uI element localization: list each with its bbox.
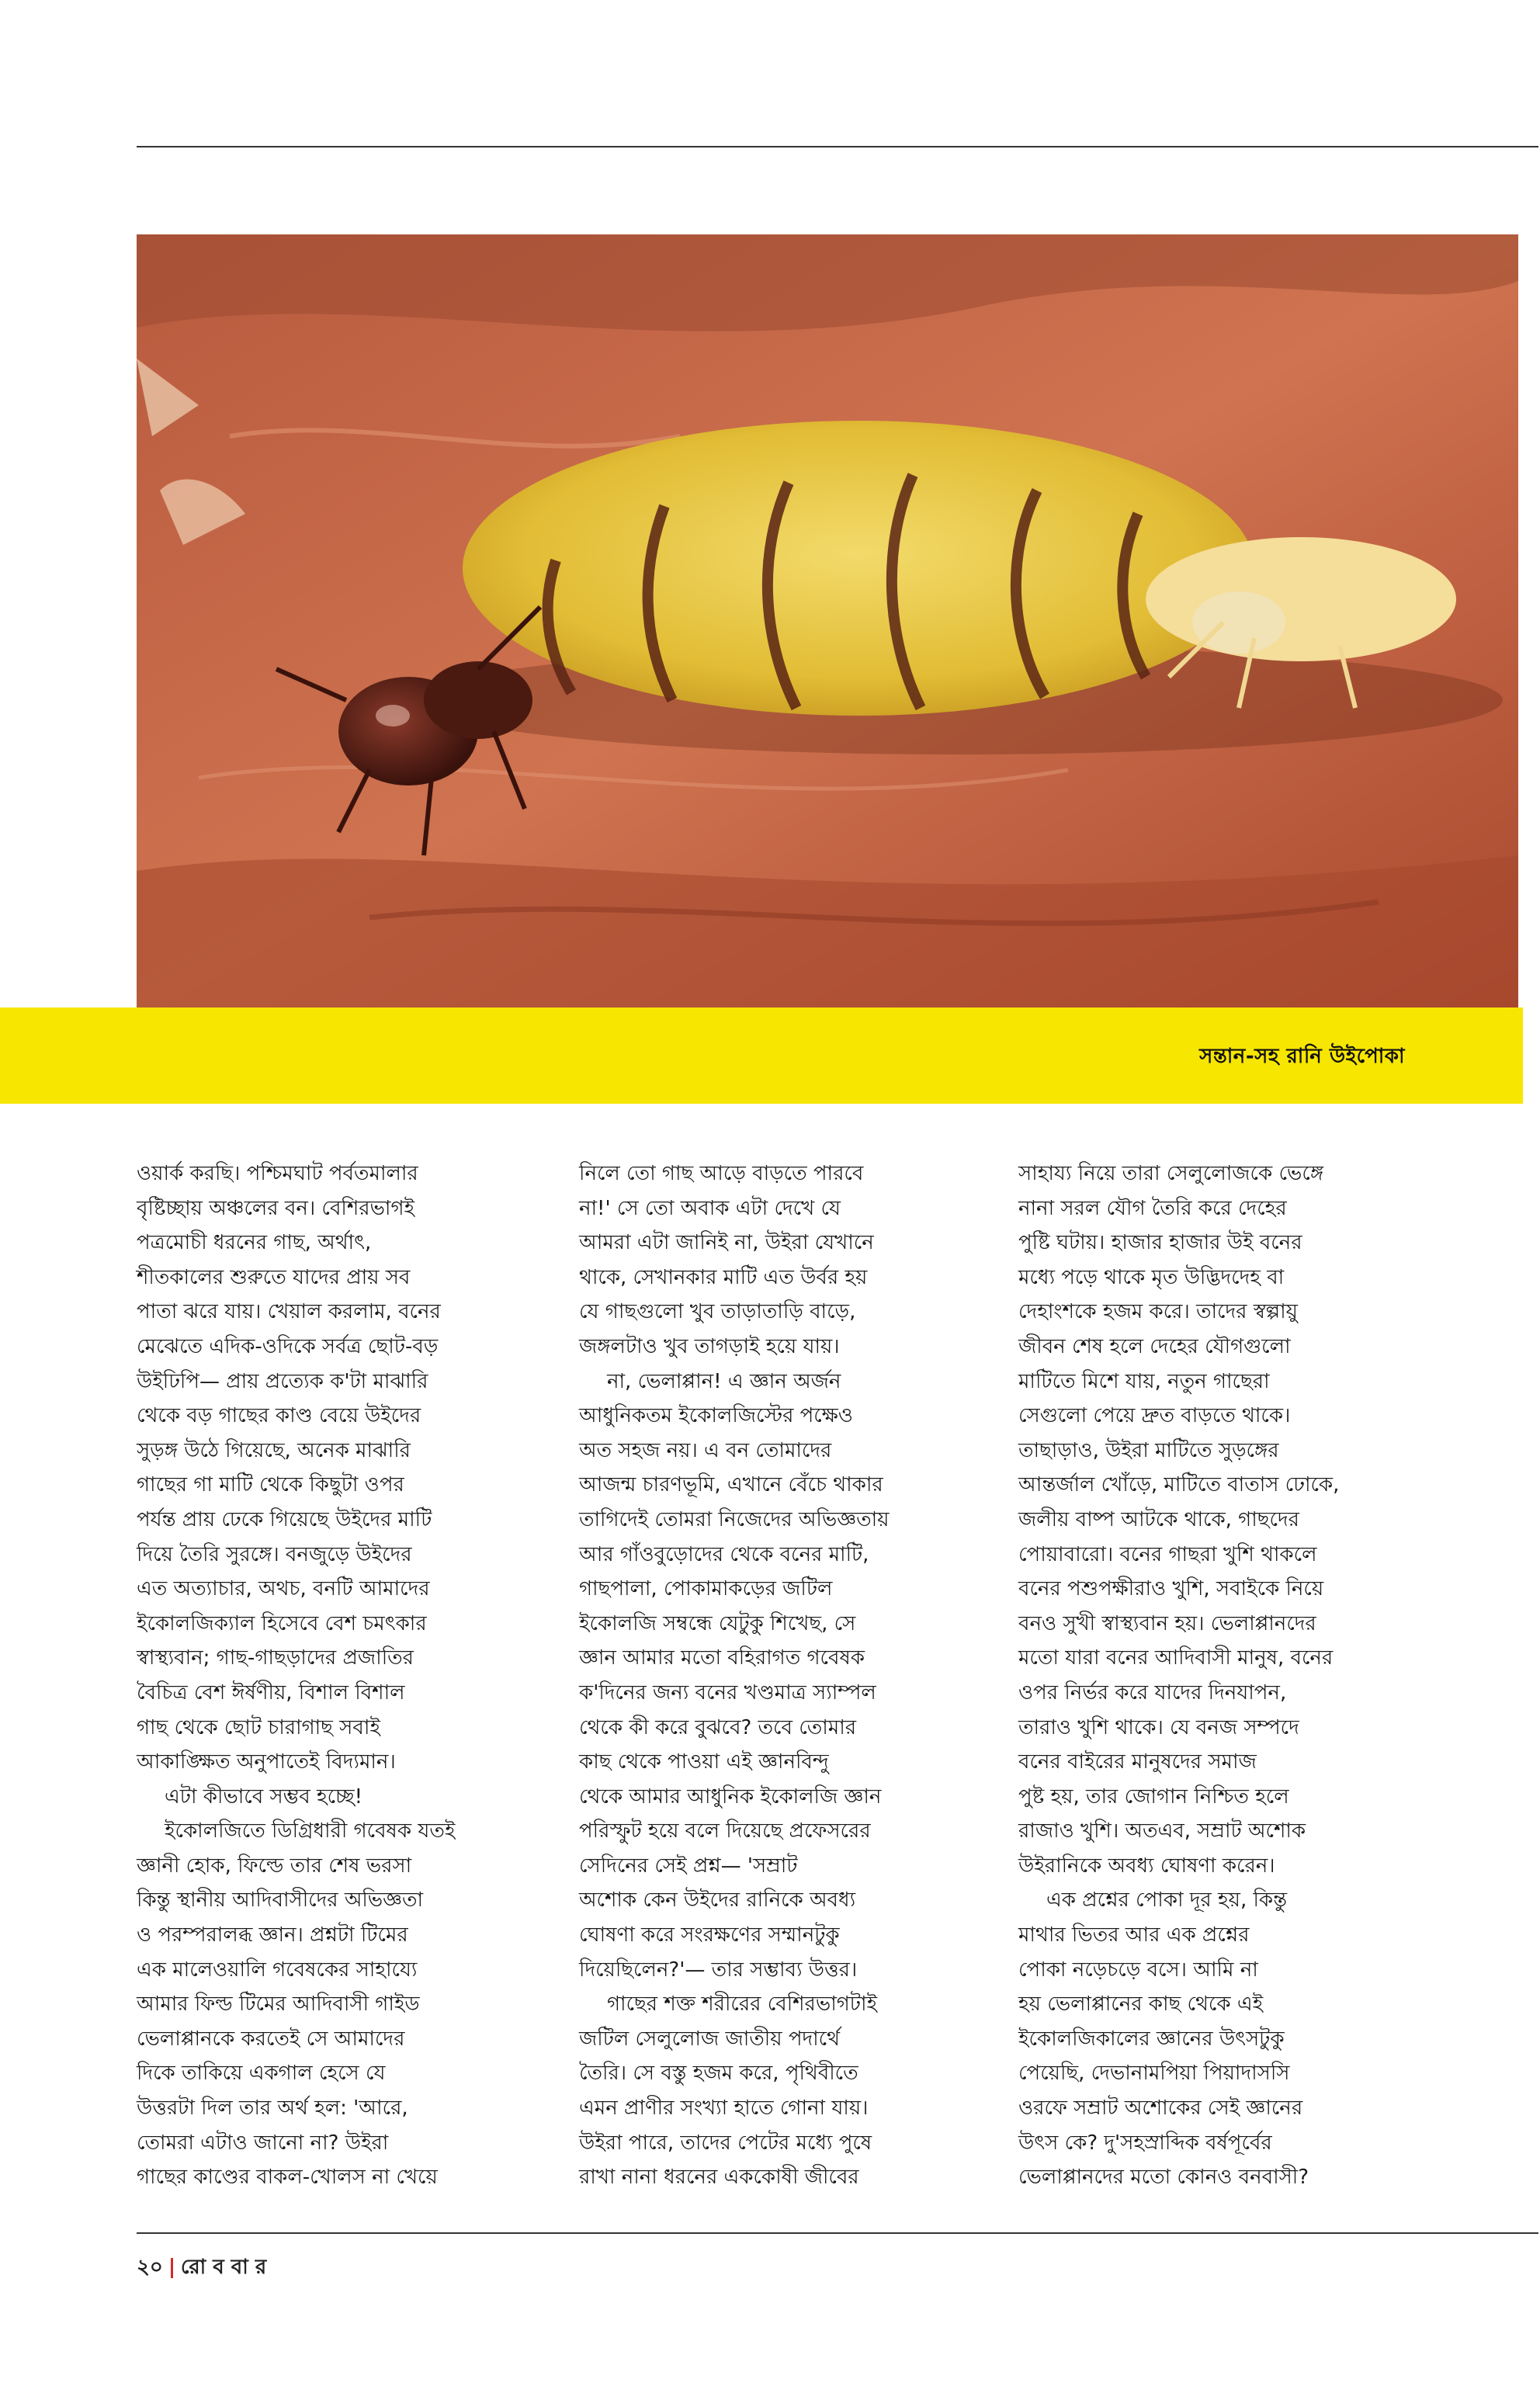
text-column-3: [1018, 1157, 1406, 2195]
text-line: এক মালেওয়ালি গবেষকের সাহায্যে: [137, 1958, 418, 1982]
text-line: পরিস্ফুট হয়ে বলে দিয়েছে প্রফেসরের: [579, 1819, 871, 1843]
text-line: তাছাড়াও, উইরা মাটিতে সুড়ঙ্গের: [1018, 1438, 1279, 1462]
termite-queen-photo: [137, 234, 1518, 1007]
text-line: কাছ থেকে পাওয়া এই জ্ঞানবিন্দু: [579, 1750, 829, 1774]
text-line: আমরা এটা জানিই না, উইরা যেখানে: [579, 1231, 874, 1255]
text-line: উইঢিপি— প্রায় প্রত্যেক ক'টা মাঝারি: [137, 1369, 428, 1393]
text-line: ও পরম্পরালব্ধ জ্ঞান। প্রশ্নটা টিমের: [137, 1923, 408, 1947]
text-line: ওপর নির্ভর করে যাদের দিনযাপন,: [1018, 1680, 1287, 1705]
text-line: জঙ্গলটাও খুব তাগড়াই হয়ে যায়।: [579, 1334, 840, 1358]
text-line: এটা কীভাবে সম্ভব হচ্ছে!: [165, 1784, 363, 1809]
text-line: বৃষ্টিচ্ছায় অঞ্চলের বন। বেশিরভাগই: [137, 1196, 415, 1220]
text-line: দেহাংশকে হজম করে। তাদের স্বল্পায়ু: [1018, 1300, 1298, 1324]
text-line: গাছপালা, পোকামাকড়ের জটিল: [579, 1577, 833, 1601]
text-line: আন্তর্জাল খোঁড়ে, মাটিতে বাতাস ঢোকে,: [1018, 1473, 1340, 1497]
text-line: বনের বাইরের মানুষদের সমাজ: [1018, 1750, 1257, 1774]
text-line: অশোক কেন উইদের রানিকে অবধ্য: [579, 1888, 856, 1913]
text-line: তাগিদেই তোমরা নিজেদের অভিজ্ঞতায়: [579, 1507, 890, 1531]
top-rule: [137, 146, 1538, 147]
text-line: পাতা ঝরে যায়। খেয়াল করলাম, বনের: [137, 1300, 441, 1324]
text-line: ভেলাপ্পানকে করতেই সে আমাদের: [137, 2027, 405, 2051]
text-line: ইকোলজি সম্বন্ধে যেটুকু শিখেছ, সে: [579, 1611, 856, 1635]
text-line: পোয়াবারো। বনের গাছরা খুশি থাকলে: [1018, 1542, 1317, 1566]
text-line: শীতকালের শুরুতে যাদের প্রায় সব: [137, 1265, 411, 1289]
text-line: না!' সে তো অবাক এটা দেখে যে: [579, 1196, 841, 1220]
text-line: নানা সরল যৌগ তৈরি করে দেহের: [1018, 1196, 1287, 1220]
text-line: থেকে বড় গাছের কাণ্ড বেয়ে উইদের: [137, 1404, 421, 1428]
text-line: জ্ঞান আমার মতো বহিরাগত গবেষক: [579, 1646, 865, 1670]
text-line: স্বাস্থ্যবান; গাছ-গাছড়াদের প্রজাতির: [137, 1646, 414, 1670]
text-line: ওরফে সম্রাট অশোকের সেই জ্ঞানের: [1018, 2096, 1303, 2121]
text-line: জলীয় বাষ্প আটকে থাকে, গাছদের: [1018, 1507, 1299, 1531]
text-line: জীবন শেষ হলে দেহের যৌগগুলো: [1018, 1334, 1291, 1358]
text-line: ঘোষণা করে সংরক্ষণের সম্মানটুকু: [579, 1923, 840, 1947]
termite-queen-illustration: [137, 234, 1518, 1007]
text-line: মতো যারা বনের আদিবাসী মানুষ, বনের: [1018, 1646, 1334, 1670]
text-line: দিয়ে তৈরি সুরঙ্গে। বনজুড়ে উইদের: [137, 1542, 412, 1566]
text-line: উইরানিকে অবধ্য ঘোষণা করেন।: [1018, 1854, 1275, 1878]
text-line: ইকোলজিকালের জ্ঞানের উৎসটুকু: [1018, 2027, 1285, 2051]
text-line: আমার ফিল্ড টিমের আদিবাসী গাইড: [137, 1992, 420, 2017]
text-line: তৈরি। সে বস্তু হজম করে, পৃথিবীতে: [579, 2062, 858, 2086]
text-line: পত্রমোচী ধরনের গাছ, অর্থাৎ,: [137, 1231, 372, 1255]
text-line: সুড়ঙ্গ উঠে গিয়েছে, অনেক মাঝারি: [137, 1438, 411, 1462]
text-line: তোমরা এটাও জানো না? উইরা: [137, 2131, 389, 2155]
text-line: বৈচিত্র বেশ ঈর্ষণীয়, বিশাল বিশাল: [137, 1680, 405, 1705]
text-line: ক'দিনের জন্য বনের খণ্ডমাত্র স্যাম্পল: [579, 1680, 876, 1705]
text-line: রাজাও খুশি। অতএব, সম্রাট অশোক: [1018, 1819, 1306, 1843]
text-line: এক প্রশ্নের পোকা দূর হয়, কিন্তু: [1046, 1888, 1288, 1913]
text-line: সেদিনের সেই প্রশ্ন— 'সম্রাট: [579, 1854, 798, 1878]
text-line: গাছ থেকে ছোট চারাগাছ সবাই: [137, 1715, 380, 1739]
text-column-1: [137, 1157, 525, 2195]
text-line: থেকে আমার আধুনিক ইকোলজি জ্ঞান: [579, 1784, 882, 1809]
text-line: মাটিতে মিশে যায়, নতুন গাছেরা: [1018, 1369, 1270, 1393]
caption-bar: [0, 1007, 1523, 1104]
text-line: পেয়েছি, দেভানামপিয়া পিয়াদাসসি: [1018, 2062, 1290, 2086]
text-line: পোকা নড়েচড়ে বসে। আমি না: [1018, 1958, 1258, 1982]
text-line: ইকোলজিতে ডিগ্রিধারী গবেষক যতই: [165, 1819, 456, 1843]
text-line: গাছের গা মাটি থেকে কিছুটা ওপর: [137, 1473, 404, 1497]
text-line: বনের পশুপক্ষীরাও খুশি, সবাইকে নিয়ে: [1018, 1577, 1324, 1601]
text-line: গাছের শক্ত শরীরের বেশিরভাগটাই: [607, 1992, 878, 2017]
page-footer: [137, 2251, 266, 2285]
text-line: পুষ্ট হয়, তার জোগান নিশ্চিত হলে: [1018, 1784, 1289, 1809]
text-line: ইকোলজিক্যাল হিসেবে বেশ চমৎকার: [137, 1611, 427, 1635]
text-line: দিকে তাকিয়ে একগাল হেসে যে: [137, 2062, 386, 2086]
text-line: এত অত্যাচার, অথচ, বনটি আমাদের: [137, 1577, 430, 1601]
text-line: দিয়েছিলেন?'— তার সম্ভাব্য উত্তর।: [579, 1958, 858, 1982]
text-line: যে গাছগুলো খুব তাড়াতাড়ি বাড়ে,: [579, 1300, 856, 1324]
text-line: মাথার ভিতর আর এক প্রশ্নের: [1018, 1923, 1250, 1947]
text-line: মেঝেতে এদিক-ওদিকে সর্বত্র ছোট-বড়: [137, 1334, 439, 1358]
text-line: থাকে, সেখানকার মাটি এত উর্বর হয়: [579, 1265, 868, 1289]
text-line: পুষ্টি ঘটায়। হাজার হাজার উই বনের: [1018, 1231, 1302, 1255]
text-line: না, ভেলাপ্পান! এ জ্ঞান অর্জন: [607, 1369, 841, 1393]
text-line: আজন্ম চারণভূমি, এখানে বেঁচে থাকার: [579, 1473, 883, 1497]
text-column-2: [579, 1157, 967, 2195]
text-line: উত্তরটা দিল তার অর্থ হল: 'আরে,: [137, 2096, 408, 2121]
text-line: ভেলাপ্পানদের মতো কোনও বনবাসী?: [1018, 2166, 1309, 2190]
page-number: ২০: [137, 2256, 163, 2279]
text-line: সেগুলো পেয়ে দ্রুত বাড়তে থাকে।: [1018, 1404, 1291, 1428]
text-line: এমন প্রাণীর সংখ্যা হাতে গোনা যায়।: [579, 2096, 869, 2121]
text-line: মধ্যে পড়ে থাকে মৃত উদ্ভিদদেহ বা: [1018, 1265, 1285, 1289]
text-line: আকাঙ্ক্ষিত অনুপাতেই বিদ্যমান।: [137, 1750, 396, 1774]
footer-separator: [171, 2258, 173, 2278]
text-line: নিলে তো গাছ আড়ে বাড়তে পারবে: [579, 1162, 864, 1185]
text-line: কিন্তু স্থানীয় আদিবাসীদের অভিজ্ঞতা: [137, 1888, 424, 1913]
magazine-name: রো ব বা র: [180, 2256, 267, 2279]
text-line: আর গাঁওবুড়োদের থেকে বনের মাটি,: [579, 1542, 869, 1566]
photo-caption: সন্তান-সহ রানি উইপোকা: [1199, 1045, 1405, 1068]
text-line: সাহায্য নিয়ে তারা সেলুলোজকে ভেঙ্গে: [1018, 1162, 1324, 1185]
text-line: রাখা নানা ধরনের এককোষী জীবের: [579, 2166, 859, 2190]
text-line: তারাও খুশি থাকে। যে বনজ সম্পদে: [1018, 1715, 1299, 1739]
text-line: বনও সুখী স্বাস্থ্যবান হয়। ভেলাপ্পানদের: [1018, 1611, 1316, 1635]
text-line: উইরা পারে, তাদের পেটের মধ্যে পুষে: [579, 2131, 872, 2155]
text-line: অত সহজ নয়। এ বন তোমাদের: [579, 1438, 832, 1462]
text-line: গাছের কাণ্ডের বাকল-খোলস না খেয়ে: [137, 2166, 438, 2190]
text-line: ওয়ার্ক করছি। পশ্চিমঘাট পর্বতমালার: [137, 1162, 418, 1185]
text-line: জ্ঞানী হোক, ফিল্ডে তার শেষ ভরসা: [137, 1854, 412, 1878]
text-line: থেকে কী করে বুঝবে? তবে তোমার: [579, 1715, 857, 1739]
text-line: উৎস কে? দু'সহস্রাব্দিক বর্ষপূর্বের: [1018, 2131, 1272, 2155]
bottom-rule: [137, 2232, 1538, 2234]
text-line: জটিল সেলুলোজ জাতীয় পদার্থে: [579, 2027, 840, 2051]
text-line: পর্যন্ত প্রায় ঢেকে গিয়েছে উইদের মাটি: [137, 1507, 432, 1531]
text-line: আধুনিকতম ইকোলজিস্টের পক্ষেও: [579, 1404, 853, 1428]
text-line: হয় ভেলাপ্পানের কাছ থেকে এই: [1018, 1992, 1264, 2017]
